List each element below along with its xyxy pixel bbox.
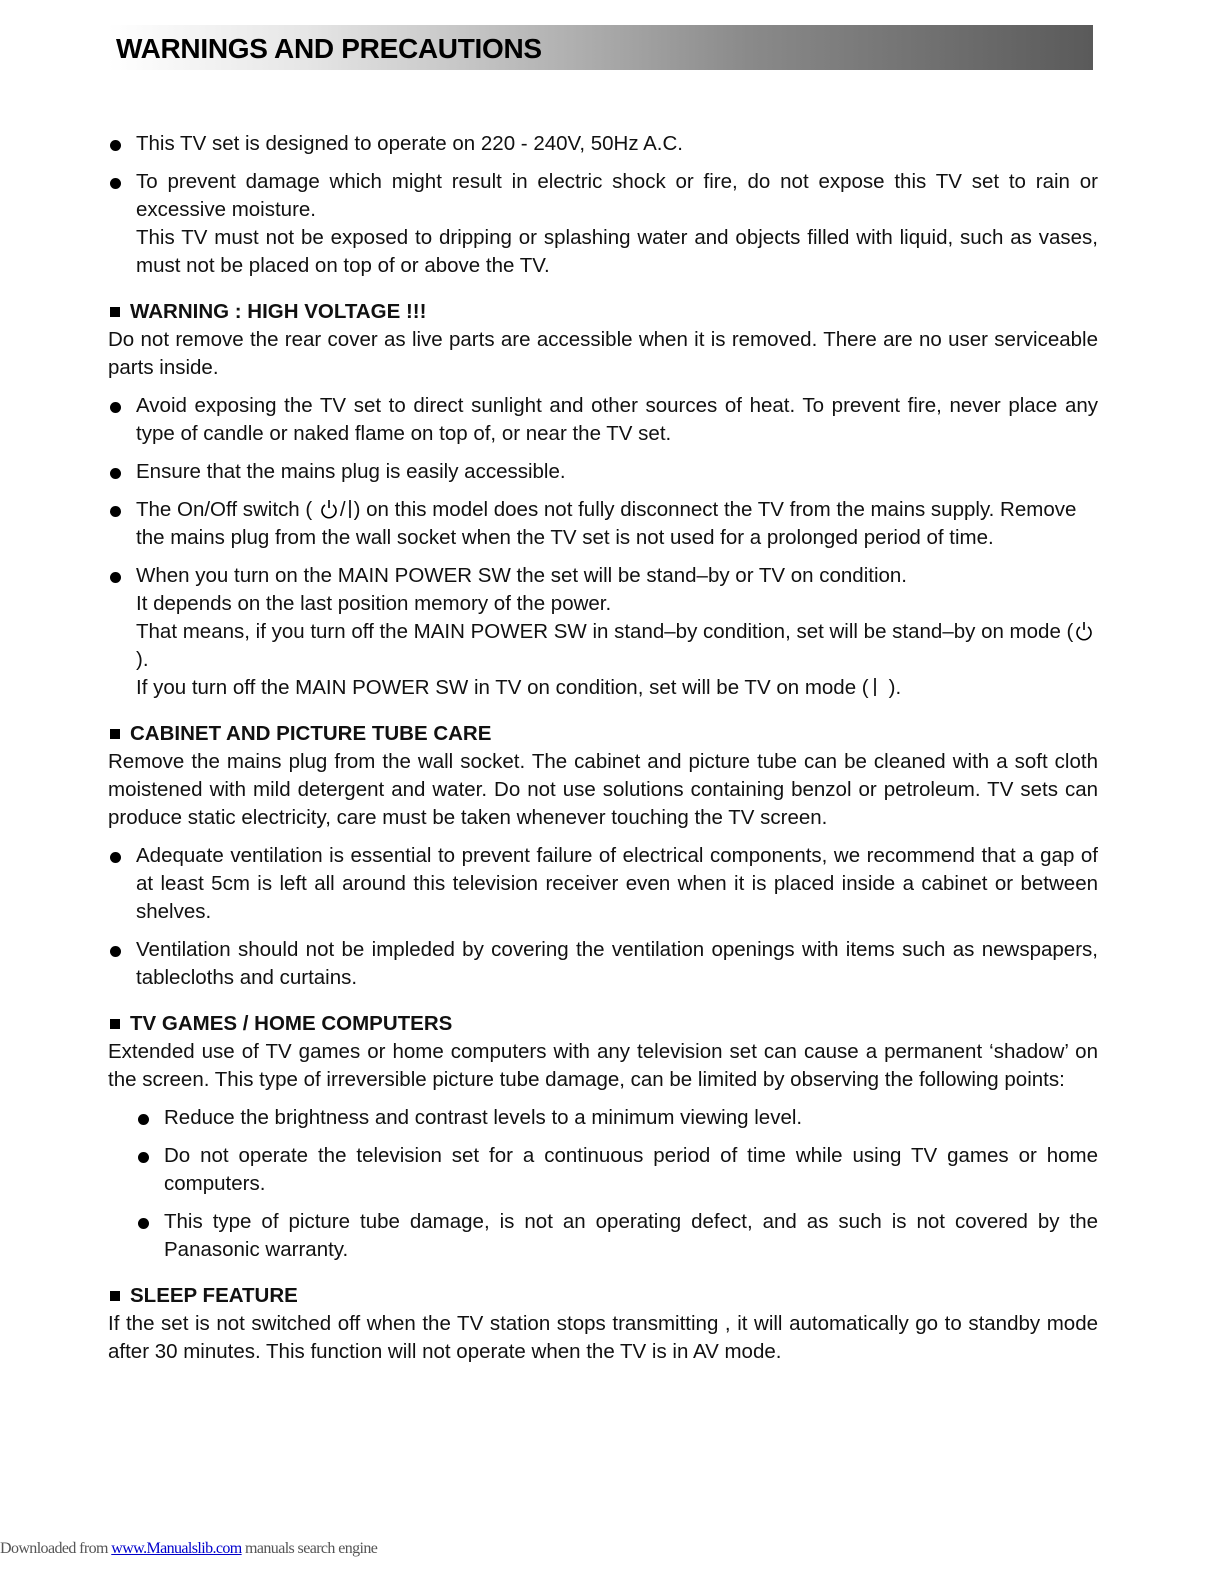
bullet-dot — [110, 468, 121, 479]
bullet-dot — [138, 1218, 149, 1229]
bullet-dot — [110, 572, 121, 583]
title-bar — [108, 25, 1093, 70]
bullet-brightness: Reduce the brightness and contrast levels to a minimum viewing level. — [136, 1104, 1098, 1132]
bullet-dot — [138, 1114, 149, 1125]
bullet-onoff: The On/Off switch ( / ) on this model does not fully disconnect the TV from the mains supply. Remove the mains plug from the wall socket when the TV set is not used for a prolonged period of time. — [108, 496, 1098, 552]
bullet-ventilation: Adequate ventilation is essential to prevent failure of electrical components, we recommend that a gap of at least 5cm is left all around this television receiver even when it is placed inside a cabinet or between shelves. — [108, 842, 1098, 926]
bullet-dot — [110, 946, 121, 957]
bullet-warranty: This type of picture tube damage, is not an operating defect, and as such is not covered by the Panasonic warranty. — [136, 1208, 1098, 1264]
square-bullet-icon — [110, 1019, 120, 1029]
bullet-ventilation-openings: Ventilation should not be impleded by covering the ventilation openings with items such as newspapers, tablecloths and curtains. — [108, 936, 1098, 992]
power-standby-icon — [318, 498, 340, 520]
footer: Downloaded from www.Manualslib.com manuals search engine — [0, 1540, 378, 1557]
bullet-dot — [110, 178, 121, 189]
paragraph-high-voltage: Do not remove the rear cover as live parts are accessible when it is removed. There are no user serviceable parts inside. — [108, 328, 1098, 379]
paragraph-sleep: If the set is not switched off when the TV station stops transmitting , it will automatically go to standby mode after 30 minutes. This function will not operate when the TV is in AV mode. — [108, 1312, 1098, 1363]
bullet-sunlight: Avoid exposing the TV set to direct sunlight and other sources of heat. To prevent fire, never place any type of candle or naked flame on top of, or near the TV set. — [108, 392, 1098, 448]
page-title: WARNINGS AND PRECAUTIONS — [116, 33, 542, 64]
bullet-voltage: This TV set is designed to operate on 220 - 240V, 50Hz A.C. — [108, 130, 1098, 158]
bullet-moisture: To prevent damage which might result in electric shock or fire, do not expose this TV set to rain or excessive moisture. This TV must not be exposed to dripping or splashing water and objects filled with liquid, such as vases, must not be placed on top of or above the TV. — [108, 168, 1098, 280]
manualslib-link[interactable]: www.Manualslib.com — [111, 1540, 242, 1557]
document-body — [108, 130, 1098, 1376]
section-heading-games: TV GAMES / HOME COMPUTERS — [108, 1010, 1098, 1038]
bullet-dot — [138, 1152, 149, 1163]
power-on-icon — [869, 676, 889, 698]
bullet-main-power: When you turn on the MAIN POWER SW the set will be stand–by or TV on condition. It depends on the last position memory of the power. That means, if you turn off the MAIN POWER SW in stand–by condition, set will be stand–by on mode (). If you turn off the MAIN POWER SW in TV on condition, set will be TV on mode ( ). — [108, 562, 1098, 702]
power-standby-icon — [1073, 620, 1095, 642]
power-on-icon — [346, 498, 354, 520]
bullet-continuous: Do not operate the television set for a continuous period of time while using TV games or home computers. — [136, 1142, 1098, 1198]
paragraph-cabinet: Remove the mains plug from the wall socket. The cabinet and picture tube can be cleaned with a soft cloth moistened with mild detergent and water. Do not use solutions containing benzol or petroleum. TV sets can produce static electricity, care must be taken whenever touching the TV screen. — [108, 750, 1098, 829]
bullet-plug: Ensure that the mains plug is easily accessible. — [108, 458, 1098, 486]
square-bullet-icon — [110, 729, 120, 739]
section-heading-cabinet: CABINET AND PICTURE TUBE CARE — [108, 720, 1098, 748]
bullet-dot — [110, 402, 121, 413]
square-bullet-icon — [110, 307, 120, 317]
section-heading-high-voltage: WARNING : HIGH VOLTAGE !!! — [108, 298, 1098, 326]
bullet-dot — [110, 506, 121, 517]
bullet-dot — [110, 852, 121, 863]
square-bullet-icon — [110, 1291, 120, 1301]
paragraph-games: Extended use of TV games or home computers with any television set can cause a permanent ‘shadow’ on the screen. This type of irreversible picture tube damage, can be limited by observing the following points: — [108, 1040, 1098, 1091]
section-heading-sleep: SLEEP FEATURE — [108, 1282, 1098, 1310]
bullet-dot — [110, 140, 121, 151]
